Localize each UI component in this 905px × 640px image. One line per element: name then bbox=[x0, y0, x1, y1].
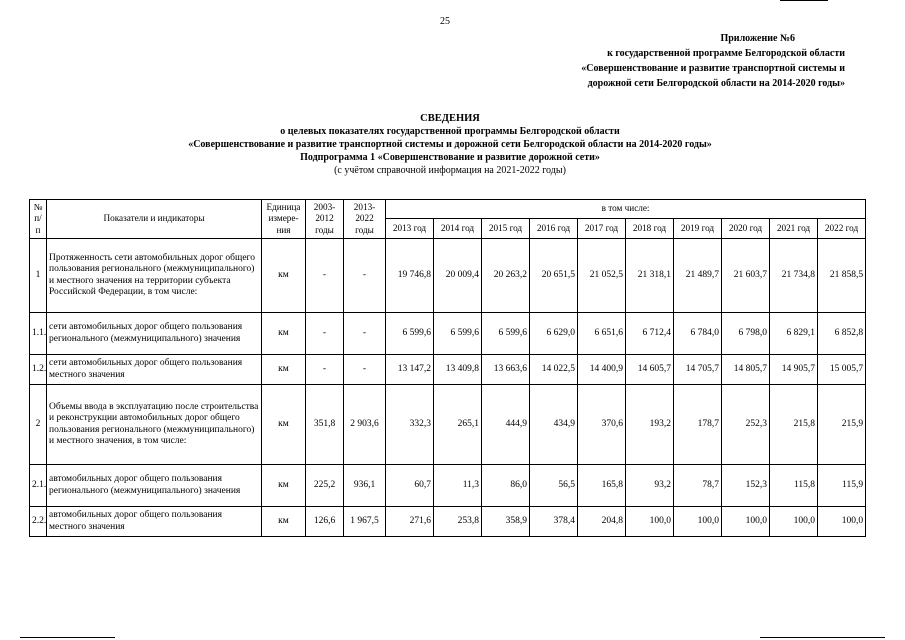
row-value: 56,5 bbox=[530, 465, 578, 507]
row-value: 21 052,5 bbox=[578, 239, 626, 313]
row-value: 100,0 bbox=[626, 507, 674, 537]
row-value: 13 409,8 bbox=[434, 355, 482, 385]
row-value: 21 858,5 bbox=[818, 239, 866, 313]
header-year: 2018 год bbox=[626, 219, 674, 239]
header-year: 2014 год bbox=[434, 219, 482, 239]
row-value: 6 599,6 bbox=[482, 313, 530, 355]
row-value: 21 489,7 bbox=[674, 239, 722, 313]
row-unit: км bbox=[262, 507, 306, 537]
row-unit: км bbox=[262, 385, 306, 465]
row-value: 19 746,8 bbox=[386, 239, 434, 313]
row-value: 14 022,5 bbox=[530, 355, 578, 385]
row-num: 2 bbox=[30, 385, 47, 465]
row-unit: км bbox=[262, 239, 306, 313]
header-period-1: 2003-2012 годы bbox=[306, 200, 344, 239]
row-value: 78,7 bbox=[674, 465, 722, 507]
heading-title: СВЕДЕНИЯ bbox=[420, 113, 480, 124]
row-value: 271,6 bbox=[386, 507, 434, 537]
row-value: 60,7 bbox=[386, 465, 434, 507]
header-num: № п/п bbox=[30, 200, 47, 239]
row-value: 93,2 bbox=[626, 465, 674, 507]
row-value: 6 599,6 bbox=[386, 313, 434, 355]
row-period-2: 1 967,5 bbox=[344, 507, 386, 537]
table-row bbox=[30, 507, 866, 537]
row-indicator: автомобильных дорог общего пользования регионального (межмуниципального) значения bbox=[47, 465, 262, 507]
row-value: 86,0 bbox=[482, 465, 530, 507]
row-value: 100,0 bbox=[674, 507, 722, 537]
row-value: 21 734,8 bbox=[770, 239, 818, 313]
row-num: 2.1. bbox=[30, 465, 47, 507]
appendix-line: дорожной сети Белгородской области на 2014-2020 годы» bbox=[587, 78, 845, 89]
table-row bbox=[30, 313, 866, 355]
row-value: 100,0 bbox=[722, 507, 770, 537]
row-indicator: Объемы ввода в эксплуатацию после строительства и реконструкции автомобильных дорог общего пользования регионального (межмуниципального) и местного значения, в том числе: bbox=[47, 385, 262, 465]
top-edge-line bbox=[780, 0, 828, 1]
table-row bbox=[30, 385, 866, 465]
row-value: 14 605,7 bbox=[626, 355, 674, 385]
row-value: 14 905,7 bbox=[770, 355, 818, 385]
header-period-2: 2013-2022 годы bbox=[344, 200, 386, 239]
row-value: 6 599,6 bbox=[434, 313, 482, 355]
row-value: 152,3 bbox=[722, 465, 770, 507]
row-indicator: сети автомобильных дорог общего пользования местного значения bbox=[47, 355, 262, 385]
row-value: 178,7 bbox=[674, 385, 722, 465]
row-value: 358,9 bbox=[482, 507, 530, 537]
row-value: 11,3 bbox=[434, 465, 482, 507]
row-period-2: 2 903,6 bbox=[344, 385, 386, 465]
row-period-2: - bbox=[344, 239, 386, 313]
header-row bbox=[30, 200, 866, 219]
row-value: 215,9 bbox=[818, 385, 866, 465]
row-value: 100,0 bbox=[818, 507, 866, 537]
row-value: 13 147,2 bbox=[386, 355, 434, 385]
row-period-1: 351,8 bbox=[306, 385, 344, 465]
row-value: 6 651,6 bbox=[578, 313, 626, 355]
row-value: 115,9 bbox=[818, 465, 866, 507]
row-period-1: 225,2 bbox=[306, 465, 344, 507]
row-period-1: 126,6 bbox=[306, 507, 344, 537]
row-value: 444,9 bbox=[482, 385, 530, 465]
row-period-1: - bbox=[306, 313, 344, 355]
row-value: 14 400,9 bbox=[578, 355, 626, 385]
row-value: 13 663,6 bbox=[482, 355, 530, 385]
row-period-2: - bbox=[344, 313, 386, 355]
row-unit: км bbox=[262, 465, 306, 507]
row-value: 6 852,8 bbox=[818, 313, 866, 355]
appendix-block bbox=[545, 31, 845, 91]
document-heading bbox=[120, 112, 780, 177]
row-indicator: Протяженность сети автомобильных дорог общего пользования регионального (межмуниципального) и местного значения на территории субъекта Российской Федерации, в том числе: bbox=[47, 239, 262, 313]
appendix-title: Приложение №6 bbox=[720, 33, 795, 44]
header-year: 2017 год bbox=[578, 219, 626, 239]
row-indicator: автомобильных дорог общего пользования местного значения bbox=[47, 507, 262, 537]
row-value: 20 009,4 bbox=[434, 239, 482, 313]
row-value: 21 603,7 bbox=[722, 239, 770, 313]
row-num: 2.2. bbox=[30, 507, 47, 537]
row-num: 1.2. bbox=[30, 355, 47, 385]
header-year: 2013 год bbox=[386, 219, 434, 239]
header-year: 2021 год bbox=[770, 219, 818, 239]
indicators-table bbox=[29, 199, 866, 537]
row-value: 6 798,0 bbox=[722, 313, 770, 355]
row-value: 193,2 bbox=[626, 385, 674, 465]
appendix-line: к государственной программе Белгородской области bbox=[607, 48, 845, 59]
row-indicator: сети автомобильных дорог общего пользования регионального (межмуниципального) значения bbox=[47, 313, 262, 355]
row-value: 332,3 bbox=[386, 385, 434, 465]
row-value: 434,9 bbox=[530, 385, 578, 465]
header-year: 2022 год bbox=[818, 219, 866, 239]
row-period-1: - bbox=[306, 239, 344, 313]
row-value: 165,8 bbox=[578, 465, 626, 507]
header-unit: Единица измере-ния bbox=[262, 200, 306, 239]
row-unit: км bbox=[262, 355, 306, 385]
header-year: 2016 год bbox=[530, 219, 578, 239]
table-row bbox=[30, 465, 866, 507]
row-value: 265,1 bbox=[434, 385, 482, 465]
header-year: 2020 год bbox=[722, 219, 770, 239]
row-value: 6 629,0 bbox=[530, 313, 578, 355]
header-year: 2015 год bbox=[482, 219, 530, 239]
header-including: в том числе: bbox=[386, 200, 866, 219]
row-unit: км bbox=[262, 313, 306, 355]
row-value: 6 712,4 bbox=[626, 313, 674, 355]
row-value: 6 784,0 bbox=[674, 313, 722, 355]
row-value: 115,8 bbox=[770, 465, 818, 507]
header-indicator: Показатели и индикаторы bbox=[47, 200, 262, 239]
row-value: 20 651,5 bbox=[530, 239, 578, 313]
row-value: 20 263,2 bbox=[482, 239, 530, 313]
appendix-line: «Совершенствование и развитие транспортной системы и bbox=[581, 63, 845, 74]
row-period-1: - bbox=[306, 355, 344, 385]
row-value: 6 829,1 bbox=[770, 313, 818, 355]
row-value: 14 805,7 bbox=[722, 355, 770, 385]
heading-subprogram: Подпрограмма 1 «Совершенствование и развитие дорожной сети» bbox=[300, 152, 600, 163]
table-row bbox=[30, 355, 866, 385]
row-num: 1.1. bbox=[30, 313, 47, 355]
table-row bbox=[30, 239, 866, 313]
heading-line: «Совершенствование и развитие транспортной системы и дорожной сети Белгородской области на 2014-2020 годы» bbox=[188, 139, 712, 150]
row-value: 204,8 bbox=[578, 507, 626, 537]
row-value: 378,4 bbox=[530, 507, 578, 537]
row-period-2: - bbox=[344, 355, 386, 385]
row-num: 1 bbox=[30, 239, 47, 313]
bottom-edge-line bbox=[20, 637, 115, 638]
row-value: 253,8 bbox=[434, 507, 482, 537]
row-value: 14 705,7 bbox=[674, 355, 722, 385]
row-value: 370,6 bbox=[578, 385, 626, 465]
bottom-edge-line bbox=[760, 637, 885, 638]
heading-note: (с учётом справочной информация на 2021-2022 годы) bbox=[334, 165, 566, 176]
row-period-2: 936,1 bbox=[344, 465, 386, 507]
heading-line: о целевых показателях государственной программы Белгородской области bbox=[280, 126, 620, 137]
header-year: 2019 год bbox=[674, 219, 722, 239]
row-value: 252,3 bbox=[722, 385, 770, 465]
page-number: 25 bbox=[440, 16, 450, 27]
row-value: 21 318,1 bbox=[626, 239, 674, 313]
row-value: 15 005,7 bbox=[818, 355, 866, 385]
row-value: 100,0 bbox=[770, 507, 818, 537]
row-value: 215,8 bbox=[770, 385, 818, 465]
